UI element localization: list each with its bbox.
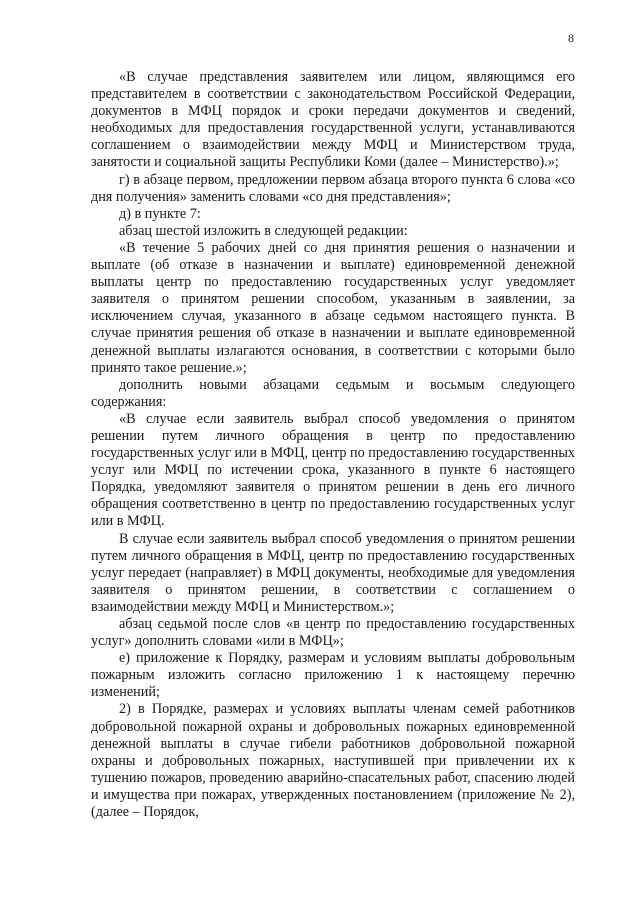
paragraph: дополнить новыми абзацами седьмым и восьмым следующего содержания: [91, 376, 575, 410]
paragraph: е) приложение к Порядку, размерам и условиям выплаты добровольным пожарным изложить согласно приложению 1 к настоящему перечню изменений; [91, 650, 575, 701]
page-number: 8 [568, 31, 574, 45]
paragraph: абзац шестой изложить в следующей редакции: [119, 222, 408, 239]
document-body [91, 69, 575, 821]
paragraph: В случае если заявитель выбрал способ уведомления о принятом решении путем личного обращения в МФЦ, центр по предоставлению государственных услуг передает (направляет) в МФЦ документы, необходимые для уведомления заявителя о принятом решении, в соответствии с соглашением о взаимодействии между МФЦ и Министерством.»; [91, 530, 575, 615]
paragraph: г) в абзаце первом, предложении первом абзаца второго пункта 6 слова «со дня получения» заменить словами «со дня представления»; [91, 171, 575, 205]
paragraph: «В течение 5 рабочих дней со дня принятия решения о назначении и выплате (об отказе в назначении и выплате) единовременной денежной выплаты центр по предоставлению государственных услуг уведомляет заявителя о принятом решении способом, указанным в заявлении, за исключением случая, указанного в абзаце седьмом настоящего пункта. В случае принятия решения об отказе в назначении и выплате единовременной денежной выплаты излагаются основания, в соответствии с которыми было принято такое решение.»; [91, 239, 575, 376]
paragraph: 2) в Порядке, размерах и условиях выплаты членам семей работников добровольной пожарной охраны и добровольных пожарных единовременной денежной выплаты в случае гибели работников добровольной пожарной охраны и добровольных пожарных, наступившей при привлечении их к тушению пожаров, проведению аварийно-спасательных работ, спасению людей и имущества при пожарах, утвержденных постановлением (приложение № 2), (далее – Порядок, [91, 701, 575, 821]
paragraph: «В случае если заявитель выбрал способ уведомления о принятом решении путем личного обращения в центр по предоставлению государственных услуг или в МФЦ, центр по предоставлению государственных услуг или МФЦ по истечении срока, указанного в пункте 6 настоящего Порядка, уведомляют заявителя о принятом решении в день его личного обращения соответственно в центр по предоставлению государственных услуг или в МФЦ. [91, 410, 575, 530]
paragraph: абзац седьмой после слов «в центр по предоставлению государственных услуг» дополнить словами «или в МФЦ»; [91, 616, 575, 650]
paragraph: д) в пункте 7: [119, 205, 201, 222]
paragraph: «В случае представления заявителем или лицом, являющимся его представителем в соответствии с законодательством Российской Федерации, документов в МФЦ порядок и сроки передачи документов и сведений, необходимых для предоставления государственной услуги, устанавливаются соглашением о взаимодействии между МФЦ и Министерством труда, занятости и социальной защиты Республики Коми (далее – Министерство).»; [91, 69, 575, 171]
